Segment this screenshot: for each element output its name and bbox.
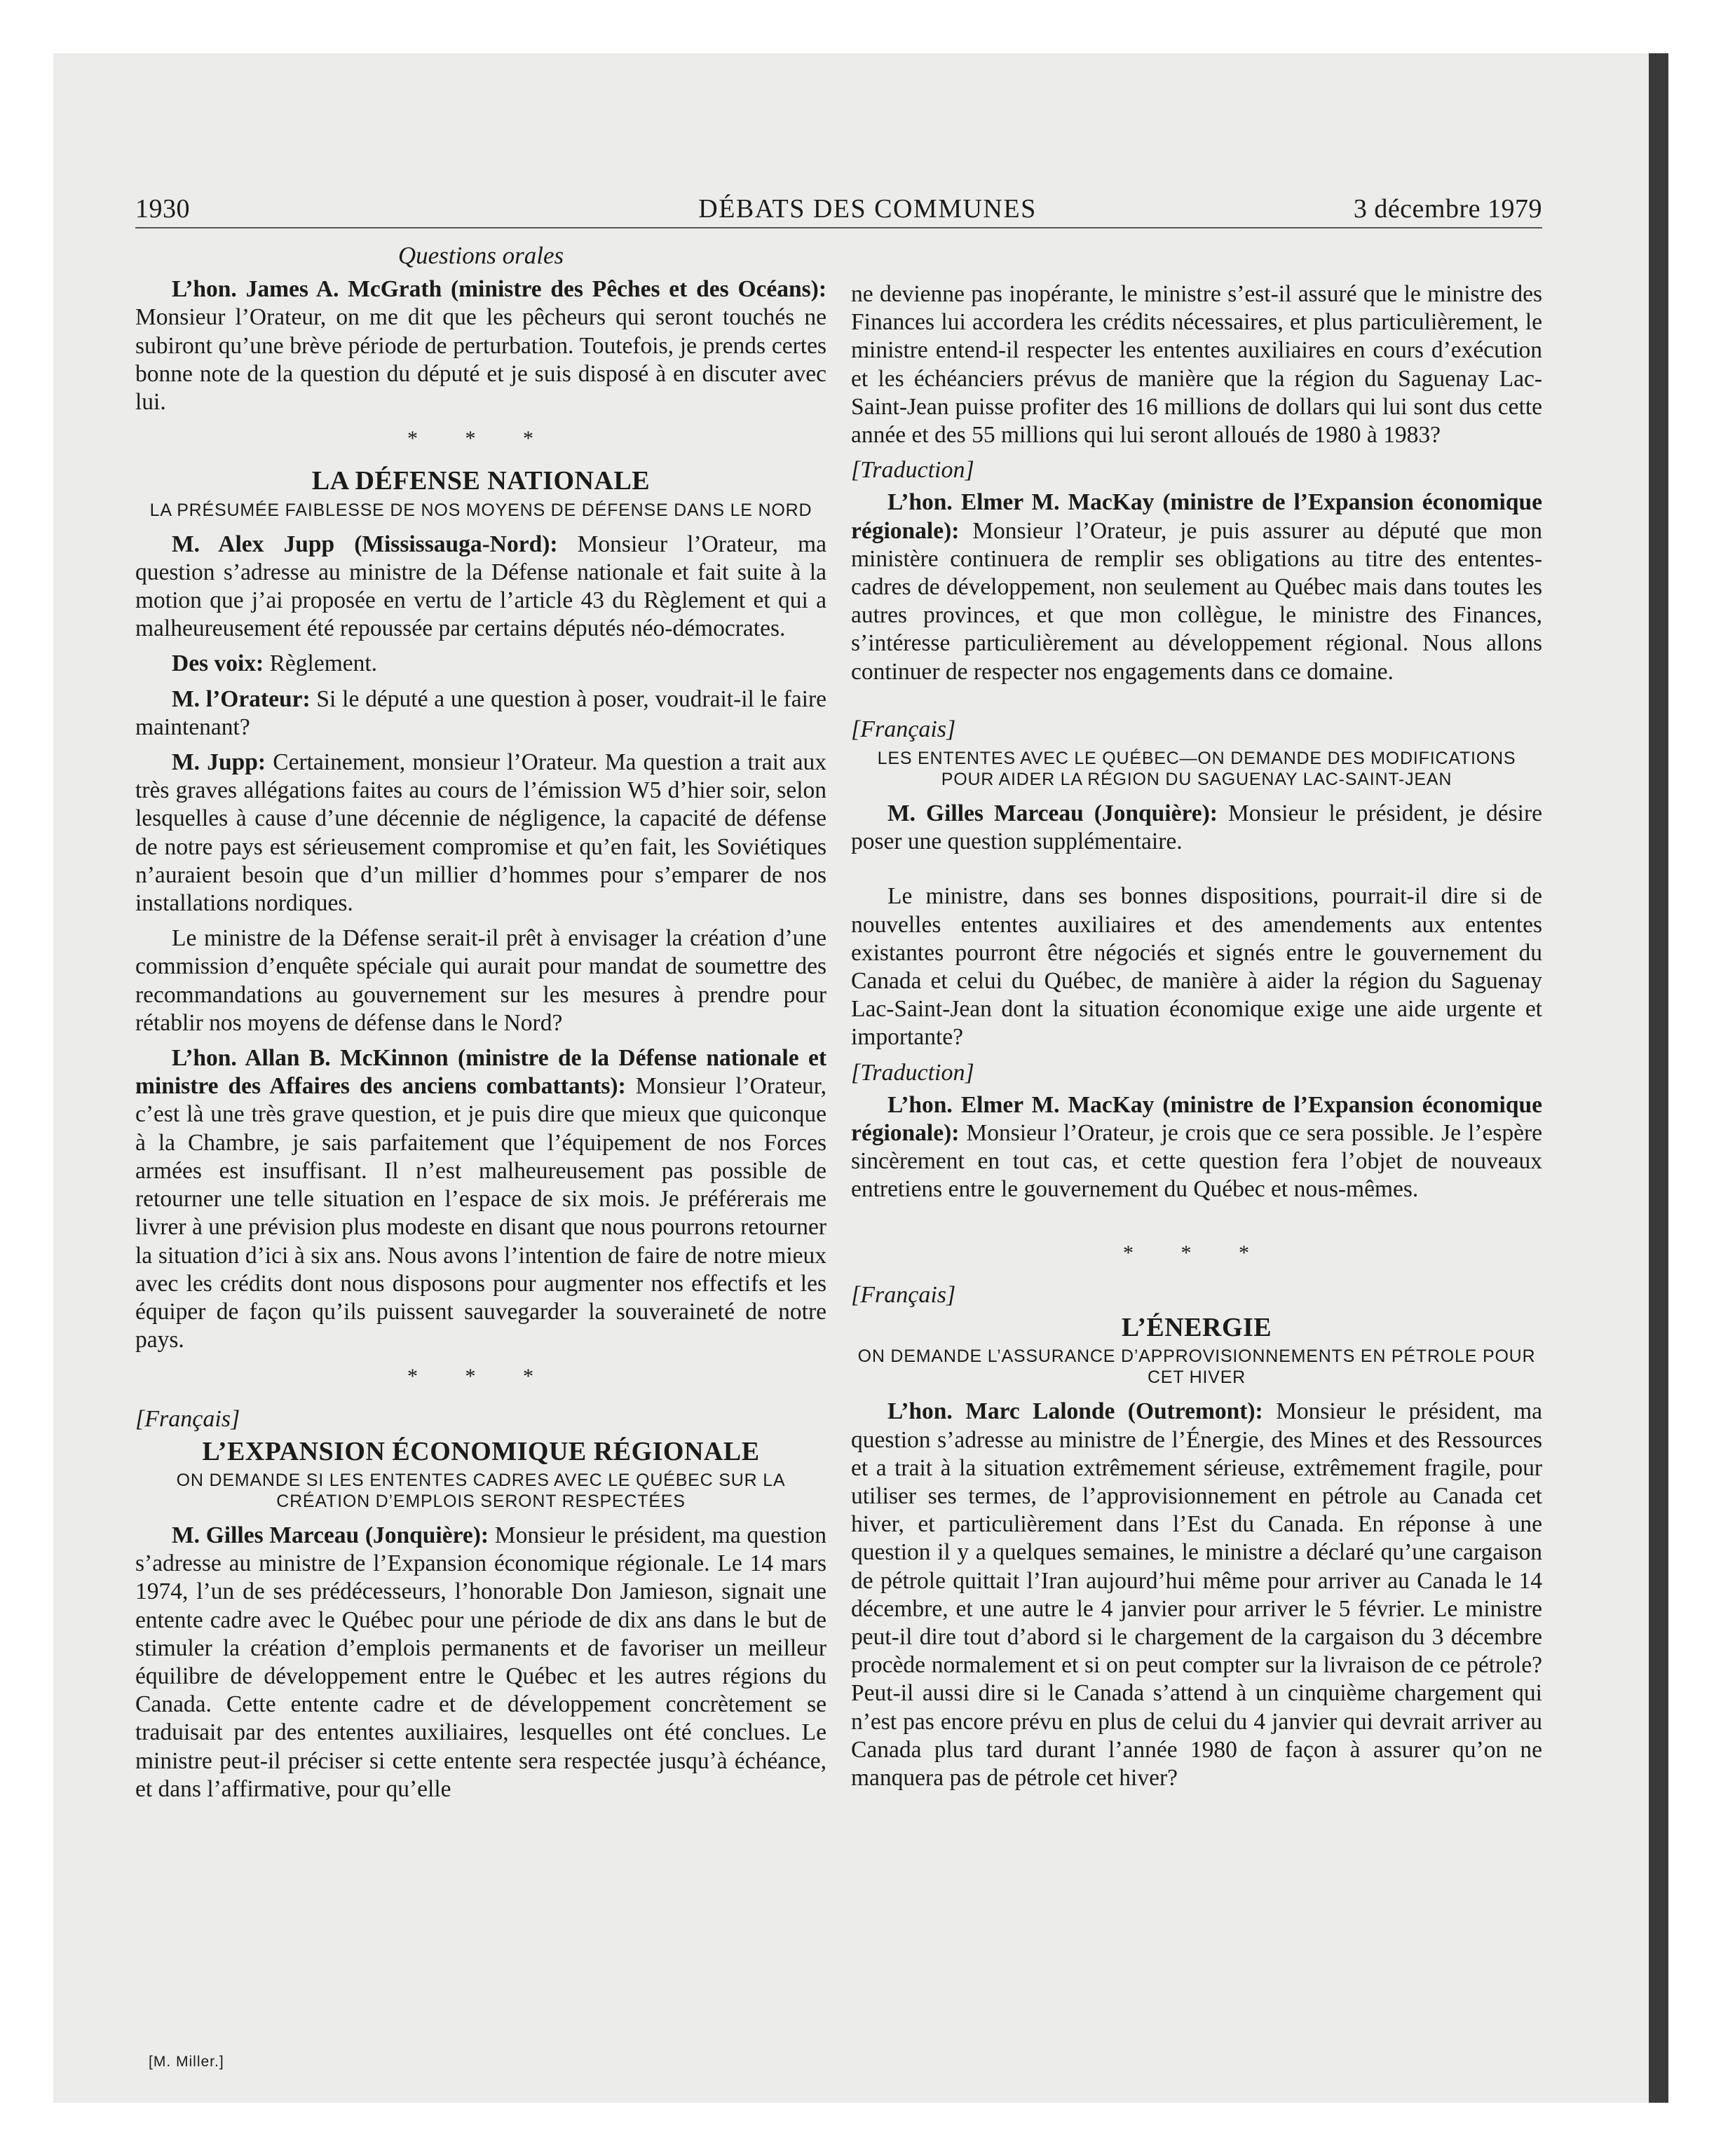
paragraph xyxy=(135,1522,826,1803)
header-rule xyxy=(135,227,1542,228)
running-title: DÉBATS DES COMMUNES xyxy=(698,194,1037,224)
paragraph xyxy=(135,685,826,742)
speaker: M. Jupp: xyxy=(172,749,266,776)
speech: Monsieur l’Orateur, je puis assurer au député que mon ministère continuera de remplir ses obligations au titre des ententes-cadres de développement, non seulement au Québec mais dans toutes les autres provinces, et que mon collègue, le ministre des Finances, s’intéresse particulièrement au développement régional. Nous allons continuer de respecter nos engagements dans ce domaine. xyxy=(851,517,1542,685)
speaker: M. Gilles Marceau (Jonquière): xyxy=(887,800,1218,827)
paragraph xyxy=(135,275,826,416)
speech: Monsieur le président, ma question s’adresse au ministre de l’Expansion économique régionale. Le 14 mars 1974, l’un de ses prédécesseurs, l’honorable Don Jamieson, signait une entente cadre avec le Québec pour une période de dix ans dans le but de stimuler la création d’emplois permanents et de favoriser un meilleur équilibre de développement entre le Québec et les autres régions du Canada. Cette entente cadre et de développement concrètement se traduisait par des ententes auxiliaires, lesquelles ont été conclues. Le ministre peut-il préciser si cette entente sera respectée jusqu’à échéance, et dans l’affirmative, pour qu’elle xyxy=(135,1522,826,1802)
speaker: L’hon. Elmer M. MacKay (ministre de l’Expansion économique régionale): xyxy=(851,1091,1542,1147)
spacer xyxy=(851,693,1542,713)
section-separator: * * * xyxy=(1123,1241,1270,1264)
speaker: L’hon. Marc Lalonde (Outremont): xyxy=(887,1398,1263,1425)
page-number: 1930 xyxy=(135,194,190,224)
spacer xyxy=(851,1211,1542,1231)
speech: Monsieur le président, ma question s’adresse au ministre de l’Énergie, des Mines et des Ressources et a trait à la situation extrêmement sérieuse, extrêmement fragile, pour utiliser ses termes, de l’approvisionnement en pétrole au Canada cet hiver, et particulièrement dans l’Est du Canada. En réponse à une question il y a quelques semaines, le ministre a déclaré qu’une cargaison de pétrole quittait l’Iran aujourd’hui même pour arriver au Canada le 14 décembre, et une autre le 4 janvier pour arriver le 5 février. Le ministre peut-il dire tout d’abord si le chargement de la cargaison du 3 décembre procède normalement et si on peut compter sur la livraison de ce pétrole? Peut-il aussi dire si le Canada s’attend à un cinquième chargement qui n’est pas encore prévu en plus de celui du 4 janvier qui devrait arriver au Canada plus tard durant l’année 1980 de façon à assurer qu’on ne manquera pas de pétrole cet hiver? xyxy=(851,1398,1542,1791)
subheading: LA PRÉSUMÉE FAIBLESSE DE NOS MOYENS DE DÉFENSE DANS LE NORD xyxy=(149,500,812,520)
paragraph xyxy=(135,749,826,917)
speech: Monsieur le président, je désire poser une question supplémentaire. xyxy=(851,800,1542,855)
section-heading: L’EXPANSION ÉCONOMIQUE RÉGIONALE xyxy=(202,1436,760,1466)
language-marker: [Traduction] xyxy=(851,457,974,484)
speech: Si le député a une question à poser, voudrait-il le faire maintenant? xyxy=(135,685,826,740)
speech: Monsieur l’Orateur, je crois que ce sera possible. Je l’espère sincèrement en tout cas, et cette question fera l’objet de nouveaux entretiens entre le gouvernement du Québec et nous-mêmes. xyxy=(851,1120,1542,1203)
speech: Règlement. xyxy=(264,650,378,677)
page-date: 3 décembre 1979 xyxy=(1353,194,1542,224)
language-marker: [Français] xyxy=(135,1405,240,1432)
language-marker: [Français] xyxy=(851,716,956,742)
speech: Monsieur l’Orateur, c’est là une très grave question, et je puis dire que mieux que quiconque à la Chambre, je sais parfaitement que l’équipement de nos Forces armées est insuffisant. Il n’est malheureusement pas possible de retourner une telle situation en l’espace de six mois. Je préférerais me livrer à une prévision plus modeste en disant que nous pourrons retourner la situation d’ici à six ans. Nous avons l’intention de faire de notre mieux avec les crédits dont nous disposons pour augmenter nos effectifs et les équiper de façon qu’ils puissent sauvegarder la souveraineté de notre pays. xyxy=(135,1073,826,1353)
speaker: L’hon. Elmer M. MacKay (ministre de l’Expansion économique régionale): xyxy=(851,489,1542,544)
paragraph xyxy=(851,489,1542,685)
paragraph xyxy=(135,1044,826,1354)
paragraph xyxy=(135,531,826,643)
subheading: LES ENTENTES AVEC LE QUÉBEC—ON DEMANDE DES MODIFICATIONS POUR AIDER LA RÉGION DU SAGUENAY LAC-SAINT-JEAN xyxy=(877,749,1516,790)
section-separator: * * * xyxy=(407,427,554,451)
spacer xyxy=(851,863,1542,882)
section-heading: L’ÉNERGIE xyxy=(1121,1313,1272,1343)
subheading: ON DEMANDE L’ASSURANCE D’APPROVISIONNEMENTS EN PÉTROLE POUR CET HIVER xyxy=(857,1346,1536,1388)
subheading: ON DEMANDE SI LES ENTENTES CADRES AVEC LE QUÉBEC SUR LA CRÉATION D’EMPLOIS SERONT RESPECTÉES xyxy=(176,1470,786,1511)
paragraph xyxy=(851,1091,1542,1204)
paragraph xyxy=(851,800,1542,856)
paragraph xyxy=(135,650,826,678)
speaker: M. Gilles Marceau (Jonquière): xyxy=(172,1522,489,1548)
speech: Certainement, monsieur l’Orateur. Ma question a trait aux très graves allégations faites au cours de l’émission W5 d’hier soir, selon lesquelles à cause d’une décennie de négligence, la capacité de défense de notre pays est sérieusement compromise et qu’en fait, les Soviétiques n’auraient besoin que d’un millier d’hommes pour s’emparer de nos installations nordiques. xyxy=(135,749,827,917)
footnote: [M. Miller.] xyxy=(149,2054,224,2070)
scan-edge-bar xyxy=(1649,53,1668,2103)
paragraph xyxy=(851,1398,1542,1792)
section-label: Questions orales xyxy=(397,242,564,269)
speaker: L’hon. Allan B. McKinnon (ministre de la Défense nationale et ministre des Affaires des anciens combattants): xyxy=(135,1045,826,1100)
speaker: M. Alex Jupp (Mississauga-Nord): xyxy=(172,531,558,557)
speech: Monsieur l’Orateur, ma question s’adresse au ministre de la Défense nationale et fait suite à la motion que j’ai proposée en vertu de l’article 43 du Règlement et qui a malheureusement été repoussée par certains députés néo-démocrates. xyxy=(135,531,826,642)
paragraph: ne devienne pas inopérante, le ministre s’est-il assuré que le ministre des Finances lui accordera les crédits nécessaires, et plus particulièrement, le ministre entend-il respecter les ententes auxiliaires en cours d’exécution et les échéanciers prévus de manière que la région du Saguenay Lac-Saint-Jean puisse profiter des 16 millions de dollars qui lui sont dus cette année et des 55 millions qui lui seront alloués de 1980 à 1983? xyxy=(851,281,1542,449)
speaker: Des voix: xyxy=(172,650,264,677)
section-separator: * * * xyxy=(407,1365,554,1389)
paragraph: Le ministre, dans ses bonnes dispositions, pourrait-il dire si de nouvelles ententes auxiliaires et des amendements aux ententes existantes pourront être négociés et signés entre le gouvernement du Canada et celui du Québec, de manière à aider la région du Saguenay Lac-Saint-Jean dont la situation économique exige une aide urgente et importante? xyxy=(851,883,1542,1051)
section-heading: LA DÉFENSE NATIONALE xyxy=(311,466,651,496)
left-column xyxy=(135,242,826,1810)
speaker: M. l’Orateur: xyxy=(172,685,311,712)
right-column xyxy=(851,280,1542,1799)
speaker: L’hon. James A. McGrath (ministre des Pêches et des Océans): xyxy=(172,276,826,303)
speech: Monsieur l’Orateur, on me dit que les pêcheurs qui seront touchés ne subiront qu’une brève période de perturbation. Toutefois, je prends certes bonne note de la question du député et je suis disposé à en discuter avec lui. xyxy=(135,304,826,416)
language-marker: [Traduction] xyxy=(851,1059,974,1086)
paragraph: Le ministre de la Défense serait-il prêt à envisager la création d’une commission d’enquête spéciale qui aurait pour mandat de soumettre des recommandations au gouvernement sur les mesures à prendre pour rétablir nos moyens de défense dans le Nord? xyxy=(135,925,826,1036)
language-marker: [Français] xyxy=(851,1281,956,1308)
